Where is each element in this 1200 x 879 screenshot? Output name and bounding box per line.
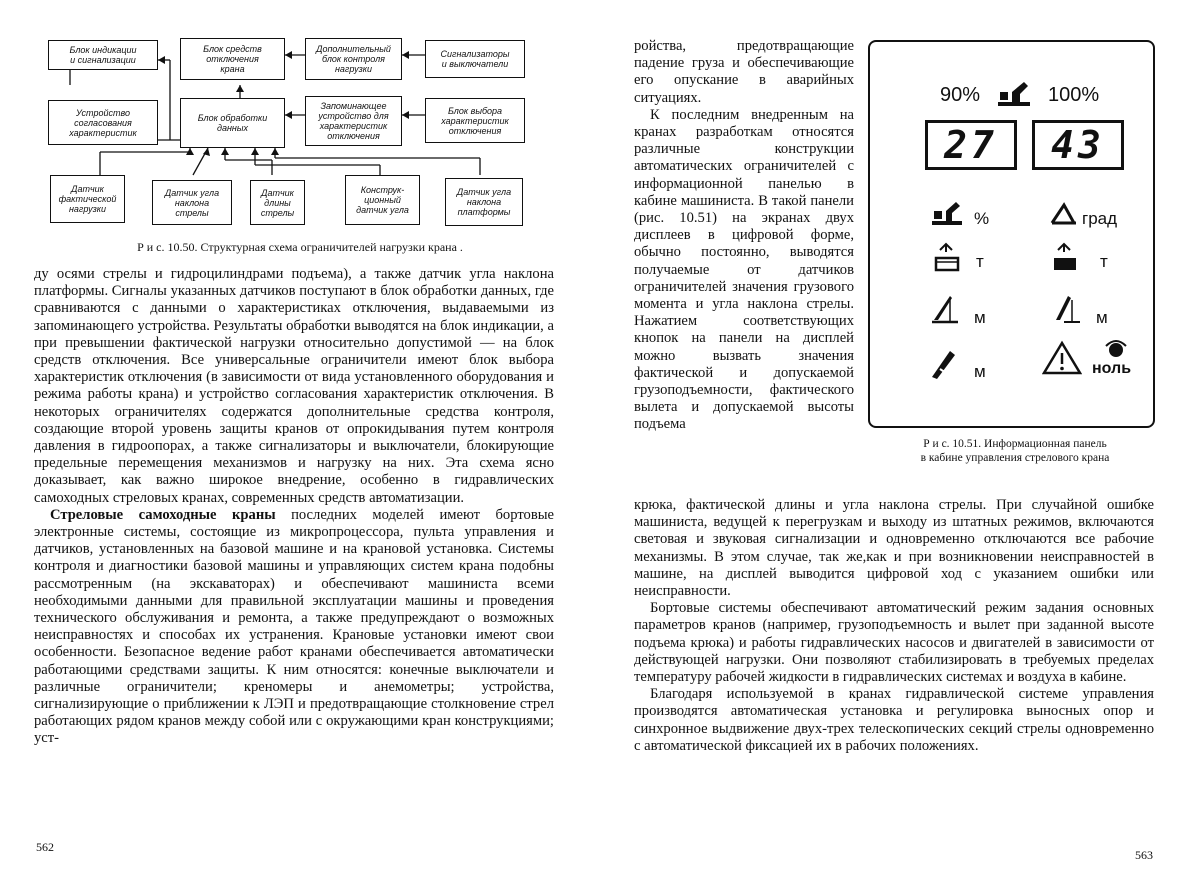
unit-load-capacity[interactable]: т — [976, 252, 984, 271]
unit-radius[interactable]: м — [974, 308, 986, 327]
paragraph: ду осями стрелы и гидроцилиндрами подъема), а также датчик угла наклона платформы. Сигналы указанных датчиков поступают в блок обработки данных, где сравниваются с данными о характеристиках отключения, выдаваемыми из запоминающего устройства. Результаты обработки выводятся на блок индикации, а при превышении фактической нагрузки относительно допустимой — на блок средств отключения. Все универсальные ограничители имеют блок выбора характеристик отключения (в зависимости от вида установленного оборудования и режима работы крана) и устройство согласования характеристик отключения. В некоторых ограничителях содержатся дополнительные средства контроля, создающие второй уровень защиты кранов от опрокидывания путем контроля давления в гидроопорах, а также сигнализаторы и выключатели, блокирующие предельные перемещения механизмов и нагрузку на них. Эта схема ясно доказывает, как важно широкое внедрение, особенно в гидравлических самоходных стреловых кранах, современных средств автоматизации. — [34, 266, 554, 506]
figure-caption-10-50: Р и с. 10.50. Структурная схема ограничителей нагрузки крана . — [137, 240, 463, 254]
block-memory: Запоминающее устройство для характеристик отключения — [305, 96, 402, 146]
warning-icon — [1042, 340, 1082, 376]
crane-moment-icon — [994, 78, 1034, 108]
block-sensor-load: Датчик фактической нагрузки — [50, 175, 125, 223]
paragraph: К последним внедренным на кранах разработкам относятся различные конструкции автоматических ограничителей с информационной панелью в кабине машиниста. В такой панели (рис. 10.51) на экранах двух дисплеев в цифровой форме, обычно постоянно, выводятся получаемые от датчиков ограничителей значения грузового момента и угла наклона стрелы. Нажатием соответствующих кнопок на панели на дисплей можно вызвать значения фактической и допускаемой грузоподъемности, фактического вылета и допускаемой высоты подъема — [634, 106, 854, 433]
block-selection: Блок выбора характеристик отключения — [425, 98, 525, 143]
paragraph-rest: последних моделей имеют бортовые электронные системы, состоящие из микропроцессора, пульта управления и датчиков, установленных на базовой машине и на крановой установка. Системы контроля и диагностики базовой машины и управляющих систем крана подобны рассмотренным (на экскаваторах) и обеспечивают машиниста всеми необходимыми данными для правильной эксплуатации машины и проведения технического обслуживания и ремонта, а также предупреждают о возможных неисправностях и способах их устранения. Крановые установки имеют свои особенности. Безопасное ведение работ кранами обеспечивается автоматически работающими средствами защиты. К ним относятся: конечные выключатели и различные ограничители; креномеры и анемометры; устройства, сигнализирующие о приближении к ЛЭП и предотвращающие столкновение стрел работающих рядом кранов между собой или с окружающими кран конструкциями; уст- — [34, 506, 554, 747]
radius-icon — [928, 292, 962, 326]
bold-lead: Стреловые самоходные краны — [50, 506, 276, 523]
crane-moment-icon — [930, 199, 966, 227]
right-body-text — [634, 497, 1154, 755]
unit-moment[interactable]: % — [974, 209, 990, 228]
paragraph: Бортовые системы обеспечивают автоматический режим задания основных параметров кранов (например, грузоподъемность и вылет при заданной высоте подъема крюка) и работы гидравлических насосов и двигателей в зависимости от действующей нагрузки. Они позволяют стабилизировать в требуемых пределах температуру рабочей жидкости в гидравлических системах и воздуха в кабине. — [634, 600, 1154, 686]
paragraph-cranes — [34, 507, 554, 748]
actual-load-icon — [1048, 242, 1082, 276]
unit-hook-height[interactable]: м — [1096, 308, 1108, 327]
display-moment: 27 — [925, 120, 1017, 170]
right-narrow-text — [634, 38, 854, 434]
block-diagram — [40, 30, 550, 240]
percent-low: 90% — [940, 84, 981, 106]
paragraph: Благодаря используемой в кранах гидравлической системе управления производятся автоматическая установка и регулировка выносных опор и синхронное выдвижение двух-трех телескопических секций стрелы одновременно с автоматической фиксацией их в рабочих положениях. — [634, 686, 1154, 754]
figure-caption-10-51: Р и с. 10.51. Информационная панель в кабине управления стрелового крана — [920, 438, 1110, 464]
block-sensor-boom-angle: Датчик угла наклона стрелы — [152, 180, 232, 225]
block-extra-control: Дополнительный блок контроля нагрузки — [305, 38, 402, 80]
zero-reset-icon — [1102, 338, 1130, 360]
block-matching: Устройство согласования характеристик — [48, 100, 158, 145]
block-sensor-design-angle: Конструк- ционный датчик угла — [345, 175, 420, 225]
load-capacity-icon — [930, 242, 964, 276]
boom-length-icon — [928, 347, 962, 381]
right-page — [600, 0, 1200, 879]
paragraph: крюка, фактической длины и угла наклона стрелы. При случайной ошибке машиниста, ведущей к перегрузкам и выходу из штатных режимов, включаются световая и звуковая сигнализации и одновременно отключаются все рабочие механизмы. В этом случае, так же,как и при возникновении неисправностей в машине, на дисплей выводится цифровой ход с указанием ошибки или неисправности. — [634, 497, 1154, 600]
zero-button-label[interactable]: ноль — [1092, 360, 1132, 377]
left-body-text — [34, 266, 554, 748]
page-number-right: 563 — [1135, 848, 1153, 862]
boom-angle-icon — [1048, 199, 1078, 227]
block-indication: Блок индикации и сигнализации — [48, 40, 158, 70]
paragraph: ройства, предотвращающие падение груза и обеспечивающие его опускание в аварийных ситуациях. — [634, 38, 854, 106]
block-sensor-platform-angle: Датчик угла наклона платформы — [445, 178, 523, 226]
percent-high: 100% — [1048, 84, 1100, 106]
display-angle: 43 — [1032, 120, 1124, 170]
unit-angle[interactable]: град — [1082, 209, 1118, 228]
unit-boom-length[interactable]: м — [974, 362, 986, 381]
block-processing: Блок обработки данных — [180, 98, 285, 148]
block-sensor-length: Датчик длины стрелы — [250, 180, 305, 225]
block-alarms: Сигнализаторы и выключатели — [425, 40, 525, 78]
hook-height-icon — [1050, 292, 1084, 326]
page-number-left: 562 — [36, 840, 54, 854]
info-panel — [868, 40, 1155, 428]
block-shutdown: Блок средств отключения крана — [180, 38, 285, 80]
unit-actual-load[interactable]: т — [1100, 252, 1108, 271]
